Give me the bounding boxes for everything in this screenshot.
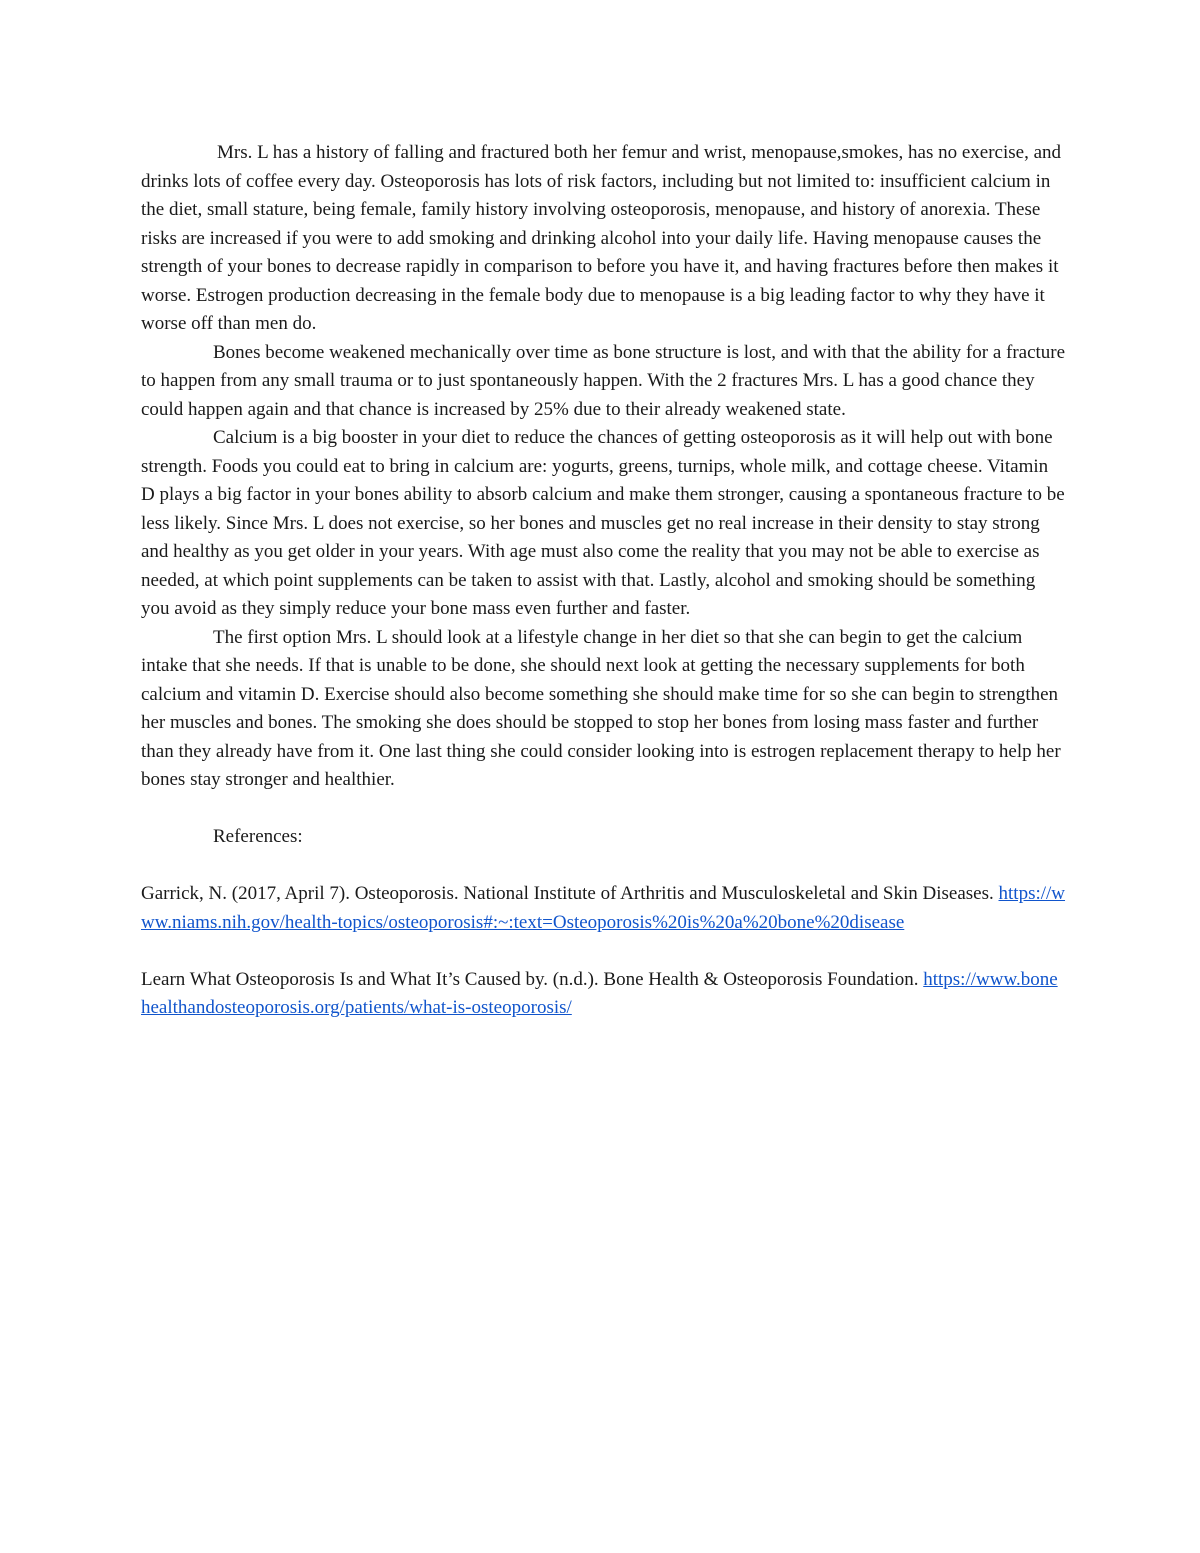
- document-body: [141, 139, 1066, 1051]
- body-paragraph-1: Mrs. L has a history of falling and fractured both her femur and wrist, menopause,smokes, has no exercise, and drinks lots of coffee every day. Osteoporosis has lots of risk factors, including but not limited to: insufficient calcium in the diet, small stature, being female, family history involving osteoporosis, menopause, and history of anorexia. These risks are increased if you were to add smoking and drinking alcohol into your daily life. Having menopause causes the strength of your bones to decrease rapidly in comparison to before you have it, and having fractures before then makes it worse. Estrogen production decreasing in the female body due to menopause is a big leading factor to why they have it worse off than men do.: [141, 142, 1062, 334]
- reference-item-1: [141, 880, 1066, 937]
- reference-2-link[interactable]: https://www.bonehealthandosteoporosis.org/patients/what-is-osteoporosis/: [141, 968, 1058, 1018]
- reference-1-link[interactable]: https://www.niams.nih.gov/health-topics/osteoporosis#:~:text=Osteoporosis%20is%20a%20bone%20disease: [141, 883, 1066, 933]
- body-paragraph-2: Bones become weakened mechanically over time as bone structure is lost, and with that the ability for a fracture to happen from any small trauma or to just spontaneously happen. With the 2 fractures Mrs. L has a good chance they could happen again and that chance is increased by 25% due to their already weakened state.: [141, 341, 1066, 420]
- body-paragraph-3: Calcium is a big booster in your diet to reduce the chances of getting osteoporosis as it will help out with bone strength. Foods you could eat to bring in calcium are: yogurts, greens, turnips, whole milk, and cottage cheese. Vitamin D plays a big factor in your bones ability to absorb calcium and make them stronger, causing a spontaneous fracture to be less likely. Since Mrs. L does not exercise, so her bones and muscles get no real increase in their density to stay strong and healthy as you get older in your years. With age must also come the reality that you may not be able to exercise as needed, at which point supplements can be taken to assist with that. Lastly, alcohol and smoking should be something you avoid as they simply reduce your bone mass even further and faster.: [141, 427, 1065, 619]
- reference-2-citation: Learn What Osteoporosis Is and What It’s Caused by. (n.d.). Bone Health & Osteoporosis Foundation.: [141, 968, 924, 990]
- reference-1-citation: Garrick, N. (2017, April 7). Osteoporosis. National Institute of Arthritis and Musculoskeletal and Skin Diseases.: [141, 883, 999, 904]
- reference-item-2: [141, 966, 1066, 1023]
- references-heading: References:: [213, 826, 303, 847]
- body-paragraph-4: The first option Mrs. L should look at a lifestyle change in her diet so that she can begin to get the calcium intake that she needs. If that is unable to be done, she should next look at getting the necessary supplements for both calcium and vitamin D. Exercise should also become something she should make time for so she can begin to strengthen her muscles and bones. The smoking she does should be stopped to stop her bones from losing mass faster and further than they already have from it. One last thing she could consider looking into is estrogen replacement therapy to help her bones stay stronger and healthier.: [141, 626, 1061, 790]
